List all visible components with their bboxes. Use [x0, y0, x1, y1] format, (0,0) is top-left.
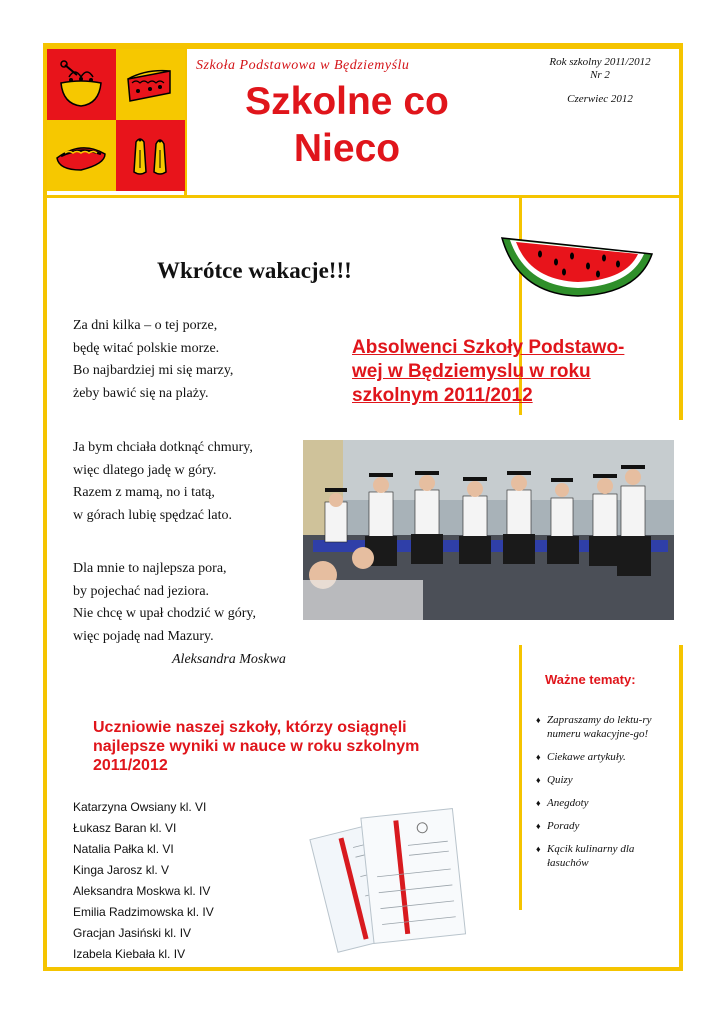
article-headline: Wkrótce wakacje!!! [157, 258, 352, 283]
student-name: Emilia Radzimowska kl. IV [73, 905, 214, 919]
poem-line: Za dni kilka – o tej porze, [73, 318, 218, 333]
topic-item: ♦ Anegdoty [536, 796, 676, 810]
pie-slice-icon [116, 49, 185, 120]
topic-item: ♦ Kącik kulinarny dla łasuchów [536, 842, 676, 870]
poem-line: więc dlatego jadę w góry. [73, 462, 217, 478]
poem-line: Dla mnie to najlepsza pora, [73, 561, 227, 576]
poem-line: Nie chcę w upał chodzić w góry, [73, 606, 256, 621]
student-name: Łukasz Baran kl. VI [73, 821, 177, 835]
graduates-heading-line: wej w Będziemyslu w roku [352, 361, 591, 382]
best-students-list [73, 797, 214, 965]
topic-item: ♦ Zapraszamy do lektu-ry numeru wakacyjne-go! [536, 713, 676, 741]
school-name: Szkoła Podstawowa w Będziemyślu [196, 58, 410, 73]
poem-stanza-3 [73, 558, 256, 648]
frame-bottom [43, 967, 683, 971]
header-divider-horizontal [43, 195, 683, 198]
poem-line: więc pojadę nad Mazury. [73, 628, 214, 644]
topic-item: ♦ Porady [536, 819, 676, 833]
best-students-heading [93, 718, 473, 775]
poem-line: będę witać polskie morze. [73, 340, 220, 356]
poem-stanza-2 [73, 437, 253, 527]
best-students-heading-line: Uczniowie naszej szkoły, którzy osiągnęli [93, 719, 407, 736]
certificates-image [304, 800, 472, 960]
student-name: Aleksandra Moskwa kl. IV [73, 884, 211, 898]
poem-stanza-1 [73, 315, 233, 405]
salt-pepper-icon [116, 120, 185, 191]
masthead-title [192, 78, 502, 172]
watermelon-icon [498, 232, 656, 302]
issue-number: Nr 2 [590, 69, 610, 81]
poem-line: żeby bawić się na plaży. [73, 385, 209, 401]
topics-list [536, 713, 676, 879]
student-name: Izabela Kiebała kl. IV [73, 947, 186, 961]
student-name: Kinga Jarosz kl. V [73, 863, 170, 877]
masthead-line-1: Szkolne co [245, 80, 449, 123]
topics-title: Ważne tematy: [545, 672, 636, 687]
frame-right-lower [679, 645, 683, 971]
best-students-heading-line: najlepsze wyniki w nauce w roku szkolnym [93, 738, 420, 755]
student-name: Gracjan Jasiński kl. IV [73, 926, 192, 940]
issue-info [520, 56, 680, 82]
graduates-heading [352, 336, 662, 408]
soup-bowl-icon [47, 49, 116, 120]
poem-line: by pojechać nad jeziora. [73, 583, 210, 599]
poem-line: Ja bym chciała dotknąć chmury, [73, 440, 253, 455]
graduates-heading-line: Absolwenci Szkoły Podstawo- [352, 337, 625, 358]
best-students-heading-line: 2011/2012 [93, 757, 168, 774]
masthead-line-2: Nieco [293, 127, 401, 170]
student-name: Natalia Pałka kl. VI [73, 842, 174, 856]
poem-line: w górach lubię spędzać lato. [73, 507, 232, 523]
graduates-heading-line: szkolnym 2011/2012 [352, 385, 533, 406]
poem-author: Aleksandra Moskwa [172, 652, 286, 667]
hot-dog-icon [47, 120, 116, 191]
topic-item: ♦ Ciekawe artykuły. [536, 750, 676, 764]
poem-line: Bo najbardziej mi się marzy, [73, 363, 234, 378]
school-year: Rok szkolny 2011/2012 [549, 56, 651, 68]
student-name: Katarzyna Owsiany kl. VI [73, 800, 207, 814]
graduates-photo [303, 440, 674, 620]
sidebar-divider-lower [519, 645, 522, 910]
topic-item: ♦ Quizy [536, 773, 676, 787]
poem-line: Razem z mamą, no i tatą, [73, 485, 215, 500]
issue-date: Czerwiec 2012 [567, 93, 633, 105]
frame-right-upper [679, 195, 683, 420]
